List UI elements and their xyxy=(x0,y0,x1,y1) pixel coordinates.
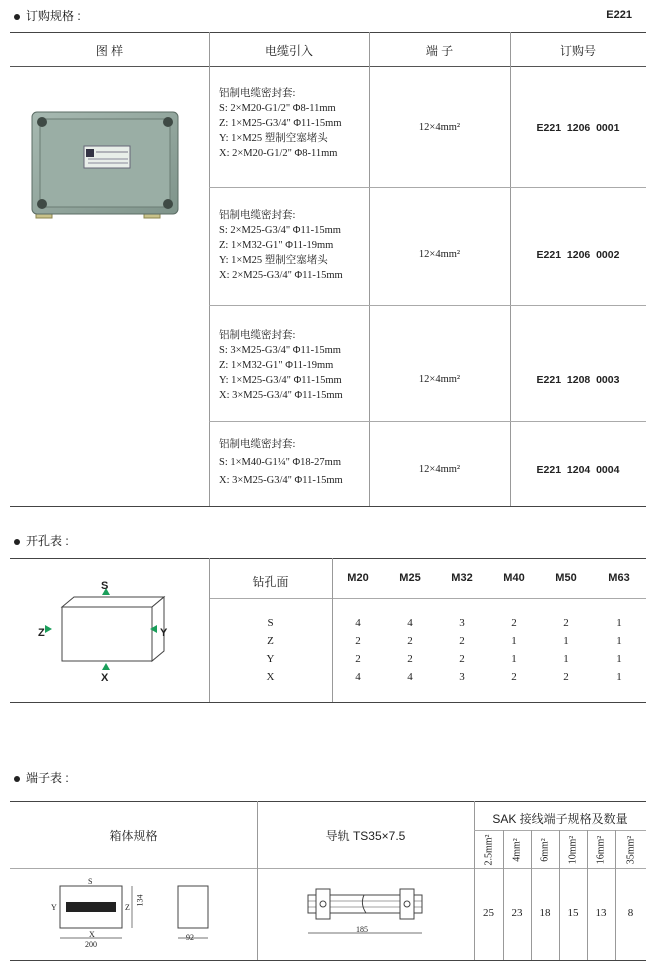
cell: 2 xyxy=(355,653,361,665)
col-m63: M63 xyxy=(608,572,630,584)
terminal-row2: 12×4mm² xyxy=(418,249,461,260)
sak-header: SAK 接线端子规格及数量 xyxy=(492,812,628,826)
table1-row-rule xyxy=(209,421,646,422)
count-cell: 13 xyxy=(595,907,607,919)
table3-header-rule xyxy=(10,868,646,869)
cell: 1 xyxy=(616,671,622,683)
count-cell: 18 xyxy=(539,907,551,919)
cell: 1 xyxy=(563,653,569,665)
count-cell: 8 xyxy=(627,907,634,919)
table1-vline xyxy=(369,32,370,506)
size-col xyxy=(531,833,559,867)
cell: 2 xyxy=(511,671,517,683)
order-no-row4: E221 1204 0004 xyxy=(536,464,620,476)
table3-top-rule xyxy=(10,801,646,802)
dim-d: 92 xyxy=(186,933,194,942)
table2-top-rule xyxy=(10,558,646,559)
cell: 1 xyxy=(616,653,622,665)
dim-h: 134 xyxy=(135,894,145,907)
col-m50: M50 xyxy=(555,572,577,584)
cell: 2 xyxy=(511,617,517,629)
table3-bottom-rule xyxy=(10,960,646,961)
size-label: 6mm² xyxy=(539,838,551,862)
order-spec-title-text: 订购规格 : xyxy=(26,9,81,23)
face-label-y: Y xyxy=(160,627,168,639)
table1-vline xyxy=(209,32,210,506)
table1-row-rule xyxy=(209,187,646,188)
cell: 2 xyxy=(459,653,465,665)
face-x: X xyxy=(266,671,275,683)
cell: 1 xyxy=(511,653,517,665)
table2-bottom-rule xyxy=(10,702,646,703)
cell: 1 xyxy=(616,617,622,629)
cable-entry-row1: 铝制电缆密封套: S: 2×M20-G1/2" Φ8-11mm Z: 1×M25-G3/4" Φ11-15mm Y: 1×M25 塑制空塞堵头 X: 2×M20-G1/2" Φ8-11mm xyxy=(219,88,342,159)
table3-sak-rule xyxy=(474,830,646,831)
cable-entry-row2: 铝制电缆密封套: S: 2×M25-G3/4" Φ11-15mm Z: 1×M32-G1" Φ11-19mm Y: 1×M25 塑制空塞堵头 X: 2×M25-G3/4" Φ11-15mm xyxy=(219,210,343,281)
size-label: 10mm² xyxy=(567,835,579,865)
table2-header-rule xyxy=(209,598,646,599)
size-col xyxy=(559,833,587,867)
table1-row-rule xyxy=(209,305,646,306)
header-cable-entry: 电缆引入 xyxy=(264,44,313,58)
face-header: 钻孔面 xyxy=(252,575,289,589)
order-no-row1: E221 1206 0001 xyxy=(536,122,620,134)
bullet-icon xyxy=(14,539,20,545)
cable-entry-row4: 铝制电缆密封套: S: 1×M40-G1¼" Φ18-27mm X: 3×M25-G3/4" Φ11-15mm xyxy=(219,439,343,486)
face-z: Z xyxy=(267,635,274,647)
col-m32: M32 xyxy=(451,572,473,584)
terminal-table-title xyxy=(14,769,69,786)
cell: 2 xyxy=(563,671,569,683)
table3-vline xyxy=(257,801,258,960)
cell: 1 xyxy=(511,635,517,647)
terminal-table-title-text: 端子表 : xyxy=(26,771,69,785)
hole-table-title xyxy=(14,532,69,549)
bullet-icon xyxy=(14,14,20,20)
size-label: 4mm² xyxy=(511,838,523,862)
cell: 2 xyxy=(407,635,413,647)
dim-rail: 185 xyxy=(356,925,368,934)
table1-header-rule xyxy=(10,66,646,67)
bullet-icon xyxy=(14,776,20,782)
table1-vline xyxy=(510,32,511,506)
size-col xyxy=(474,833,503,867)
cell: 2 xyxy=(407,653,413,665)
header-order-no: 订购号 xyxy=(559,44,596,58)
size-col xyxy=(503,833,531,867)
box-size-header: 箱体规格 xyxy=(109,829,158,843)
cell: 3 xyxy=(459,671,465,683)
cell: 3 xyxy=(459,617,465,629)
rail-header: 导轨 TS35×7.5 xyxy=(325,829,406,843)
cell: 4 xyxy=(355,617,361,629)
size-col xyxy=(587,833,615,867)
face-label-x: X xyxy=(101,672,109,684)
order-no-row3: E221 1208 0003 xyxy=(536,374,620,386)
count-cell: 23 xyxy=(511,907,523,919)
dim-w: 200 xyxy=(85,940,97,949)
dim-x: X xyxy=(89,930,95,939)
table1-bottom-rule xyxy=(10,506,646,507)
dim-s: S xyxy=(88,877,93,886)
cell: 1 xyxy=(616,635,622,647)
count-cell: 15 xyxy=(567,907,579,919)
cell: 2 xyxy=(355,635,361,647)
terminal-row4: 12×4mm² xyxy=(418,464,461,475)
face-s: S xyxy=(267,617,274,629)
size-label: 35mm² xyxy=(625,835,636,865)
header-drawing: 图 样 xyxy=(95,44,124,58)
dim-z: Z xyxy=(125,903,130,912)
size-col xyxy=(615,833,646,867)
order-spec-title xyxy=(14,7,81,24)
terminal-row1: 12×4mm² xyxy=(418,122,461,133)
col-m25: M25 xyxy=(399,572,421,584)
cell: 4 xyxy=(407,617,413,629)
dim-y: Y xyxy=(51,903,57,912)
table1-top-rule xyxy=(10,32,646,33)
col-m40: M40 xyxy=(503,572,525,584)
cell: 4 xyxy=(355,671,361,683)
hole-table-title-text: 开孔表 : xyxy=(26,534,69,548)
size-label: 2.5mm² xyxy=(483,834,494,866)
size-label: 16mm² xyxy=(595,835,607,865)
count-cell: 25 xyxy=(483,907,494,919)
cell: 2 xyxy=(459,635,465,647)
cell: 4 xyxy=(407,671,413,683)
terminal-row3: 12×4mm² xyxy=(418,374,461,385)
face-y: Y xyxy=(266,653,275,665)
order-no-row2: E221 1206 0002 xyxy=(536,249,620,261)
header-terminal: 端 子 xyxy=(425,44,454,58)
cable-entry-row3: 铝制电缆密封套: S: 3×M25-G3/4" Φ11-15mm Z: 1×M32-G1" Φ11-19mm Y: 1×M25-G3/4" Φ11-15mm X: 3×M25-G3/4" Φ11-15mm xyxy=(219,330,343,401)
col-m20: M20 xyxy=(347,572,369,584)
enclosure-image xyxy=(26,106,186,230)
face-label-z: Z xyxy=(38,627,45,639)
model-code: E221 xyxy=(606,9,632,21)
cell: 1 xyxy=(563,635,569,647)
cell: 2 xyxy=(563,617,569,629)
box-dimension-drawing xyxy=(40,876,230,952)
face-label-s: S xyxy=(101,580,109,592)
